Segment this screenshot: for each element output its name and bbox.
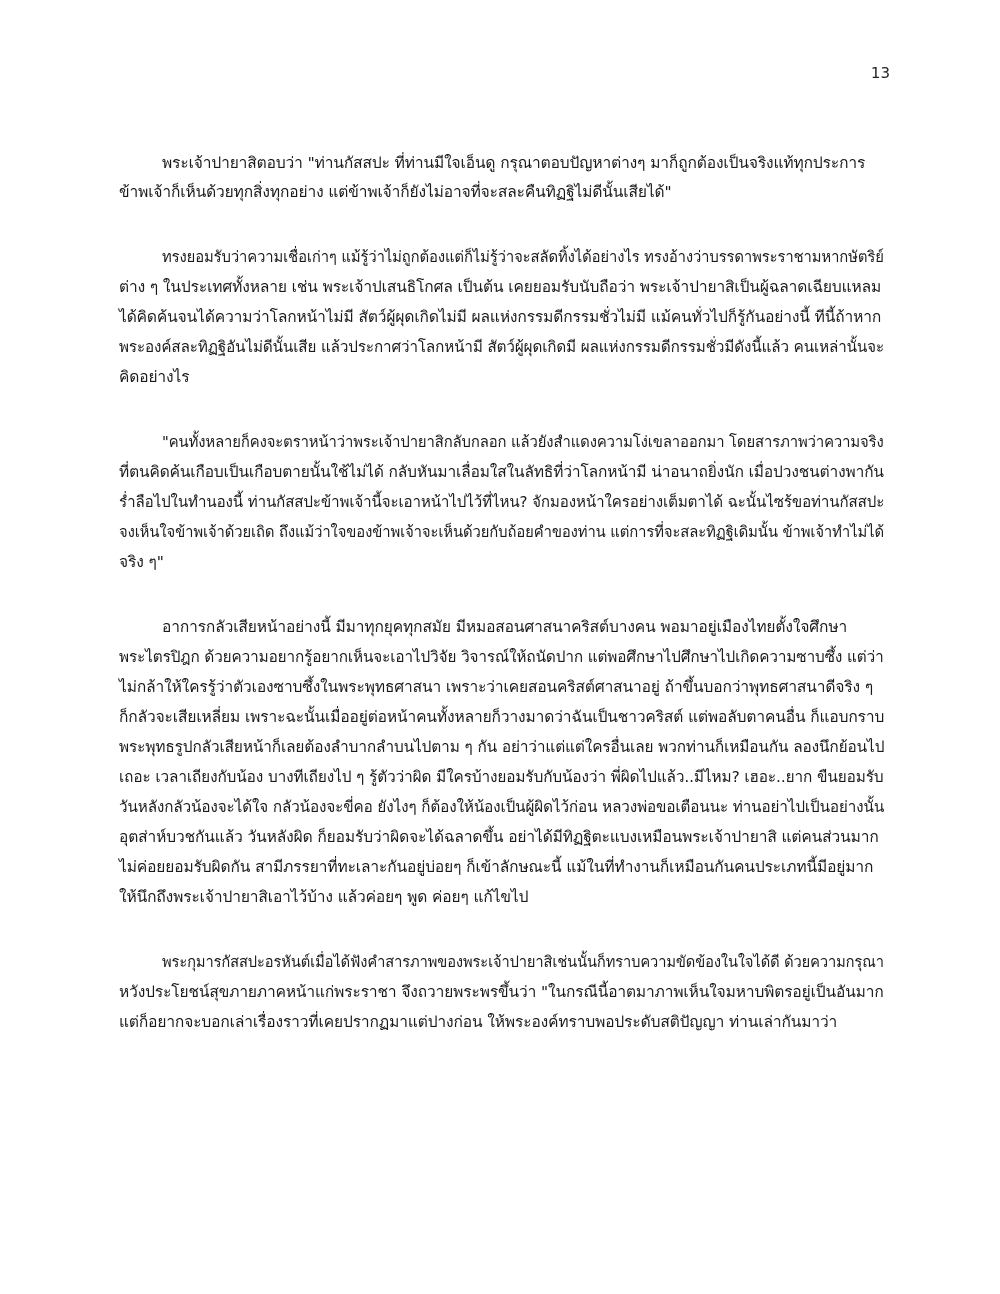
paragraph-2-line-1: ทรงยอมรับว่าความเชื่อเก่าๆ แม้รู้ว่าไม่ถูกต้องแต่ก็ไม่รู้ว่าจะสลัดทิ้งได้อย่างไร ทรงอ้างว่าบรรดาพระราชามหากษัตริย์ <box>162 248 884 266</box>
paragraph-5-line-2: หวังประโยชน์สุขภายภาคหน้าแก่พระราชา จึงถวายพระพรขึ้นว่า "ในกรณีนี้อาตมาภาพเห็นใจมหาบพิตรอยู่เป็นอันมาก <box>119 983 884 1001</box>
paragraph-3-line-4: จงเห็นใจข้าพเจ้าด้วยเถิด ถึงแม้ว่าใจของข้าพเจ้าจะเห็นด้วยกับถ้อยคำของท่าน แต่การที่จะสละทิฏฐิเดิมนั้น ข้าพเจ้าทำไม่ได้ <box>119 523 884 541</box>
paragraph-4-line-8: อุตส่าห์บวชกันแล้ว วันหลังผิด ก็ยอมรับว่าผิดจะได้ฉลาดขึ้น อย่าได้มีทิฏฐิตะแบงเหมือนพระเจ้าปายาสิ แต่คนส่วนมาก <box>119 828 879 846</box>
paragraph-2-line-2: ต่าง ๆ ในประเทศทั้งหลาย เช่น พระเจ้าปเสนธิโกศล เป็นต้น เคยยอมรับนับถือว่า พระเจ้าปายาสิเป็นผู้ฉลาดเฉียบแหลม <box>119 278 882 296</box>
paragraph-2-line-3: ได้คิดค้นจนได้ความว่าโลกหน้าไม่มี สัตว์ผู้ผุดเกิดไม่มี ผลแห่งกรรมดีกรรมชั่วไม่มี แม้คนทั่วไปก็รู้กันอย่างนี้ ทีนี้ถ้าหาก <box>119 308 882 326</box>
paragraph-5-line-3: แต่ก็อยากจะบอกเล่าเรื่องราวที่เคยปรากฏมาแต่ปางก่อน ให้พระองค์ทราบพอประดับสติปัญญา ท่านเล่ากันมาว่า <box>119 1013 838 1031</box>
paragraph-4-line-4: ก็กลัวจะเสียเหลี่ยม เพราะฉะนั้นเมื่ออยู่ต่อหน้าคนทั้งหลายก็วางมาดว่าฉันเป็นชาวคริสต์ แต่พอลับตาคนอื่น ก็แอบกราบ <box>119 708 885 726</box>
paragraph-3-line-5: จริง ๆ" <box>119 553 164 571</box>
paragraph-3-line-2: ที่ตนคิดค้นเกือบเป็นเกือบตายนั้นใช้ไม่ได้ กลับหันมาเลื่อมใสในลัทธิที่ว่าโลกหน้ามี น่าอนาถยิ่งนัก เมื่อปวงชนต่างพากัน <box>119 463 884 481</box>
paragraph-4-line-7: วันหลังกลัวน้องจะได้ใจ กลัวน้องจะขี่คอ ยังไงๆ ก็ต้องให้น้องเป็นผู้ผิดไว้ก่อน หลวงพ่อขอเตือนนะ ท่านอย่าไปเป็นอย่างนั้น <box>119 798 885 816</box>
paragraph-2-line-4: พระองค์สละทิฏฐิอันไม่ดีนั้นเสีย แล้วประกาศว่าโลกหน้ามี สัตว์ผู้ผุดเกิดมี ผลแห่งกรรมดีกรรมชั่วมีดังนี้แล้ว คนเหล่านั้นจะ <box>119 338 885 356</box>
paragraph-1-line-2: ข้าพเจ้าก็เห็นด้วยทุกสิ่งทุกอย่าง แต่ข้าพเจ้าก็ยังไม่อาจที่จะสละคืนทิฏฐิไม่ดีนั้นเสียได้" <box>119 183 672 201</box>
paragraph-4-line-3: ไม่กล้าให้ใครรู้ว่าตัวเองซาบซึ้งในพระพุทธศาสนา เพราะว่าเคยสอนคริสต์ศาสนาอยู่ ถ้าขึ้นบอกว่าพุทธศาสนาดีจริง ๆ <box>119 678 874 696</box>
paragraph-4-line-2: พระไตรปิฎก ด้วยความอยากรู้อยากเห็นจะเอาไปวิจัย วิจารณ์ให้ถนัดปาก แต่พอศึกษาไปศึกษาไปเกิดความซาบซึ้ง แต่ว่า <box>119 648 884 666</box>
page-number: 13 <box>870 64 890 82</box>
paragraph-4-line-10: ให้นึกถึงพระเจ้าปายาสิเอาไว้บ้าง แล้วค่อยๆ พูด ค่อยๆ แก้ไขไป <box>119 888 529 906</box>
paragraph-4-line-5: พระพุทธรูปกลัวเสียหน้าก็เลยต้องลำบากลำบนไปตาม ๆ กัน อย่าว่าแต่แต่ใครอื่นเลย พวกท่านก็เหมือนกัน ลองนึกย้อนไป <box>119 738 885 756</box>
paragraph-4-line-9: ไม่ค่อยยอมรับผิดกัน สามีภรรยาที่ทะเลาะกันอยู่บ่อยๆ ก็เข้าลักษณะนี้ แม้ในที่ทำงานก็เหมือนกันคนประเภทนี้มีอยู่มาก <box>119 858 874 876</box>
paragraph-1-line-1: พระเจ้าปายาสิตอบว่า "ท่านกัสสปะ ที่ท่านมีใจเอ็นดู กรุณาตอบปัญหาต่างๆ มาก็ถูกต้องเป็นจริงแท้ทุกประการ <box>162 154 866 172</box>
paragraph-5-line-1: พระกุมารกัสสปะอรหันต์เมื่อได้ฟังคำสารภาพของพระเจ้าปายาสิเช่นนั้นก็ทราบความขัดข้องในใจได้ดี ด้วยความกรุณา <box>162 953 884 971</box>
paragraph-2-line-5: คิดอย่างไร <box>119 368 190 386</box>
paragraph-4-line-6: เถอะ เวลาเถียงกับน้อง บางทีเถียงไป ๆ รู้ตัวว่าผิด มีใครบ้างยอมรับกับน้องว่า พี่ผิดไปแล้ว..มีไหม? เฮอะ..ยาก ขืนยอมรับ <box>119 768 884 786</box>
paragraph-3-line-1: "คนทั้งหลายก็คงจะตราหน้าว่าพระเจ้าปายาสิกลับกลอก แล้วยังสำแดงความโง่เขลาออกมา โดยสารภาพว่าความจริง <box>162 433 884 451</box>
paragraph-3-line-3: ร่ำลือไปในทำนองนี้ ท่านกัสสปะข้าพเจ้านี้จะเอาหน้าไปไว้ที่ไหน? จักมองหน้าใครอย่างเต็มตาได้ ฉะนั้นไซร้ขอท่านกัสสปะ <box>119 493 885 511</box>
paragraph-4-line-1: อาการกลัวเสียหน้าอย่างนี้ มีมาทุกยุคทุกสมัย มีหมอสอนศาสนาคริสต์บางคน พอมาอยู่เมืองไทยตั้งใจศึกษา <box>162 618 848 636</box>
